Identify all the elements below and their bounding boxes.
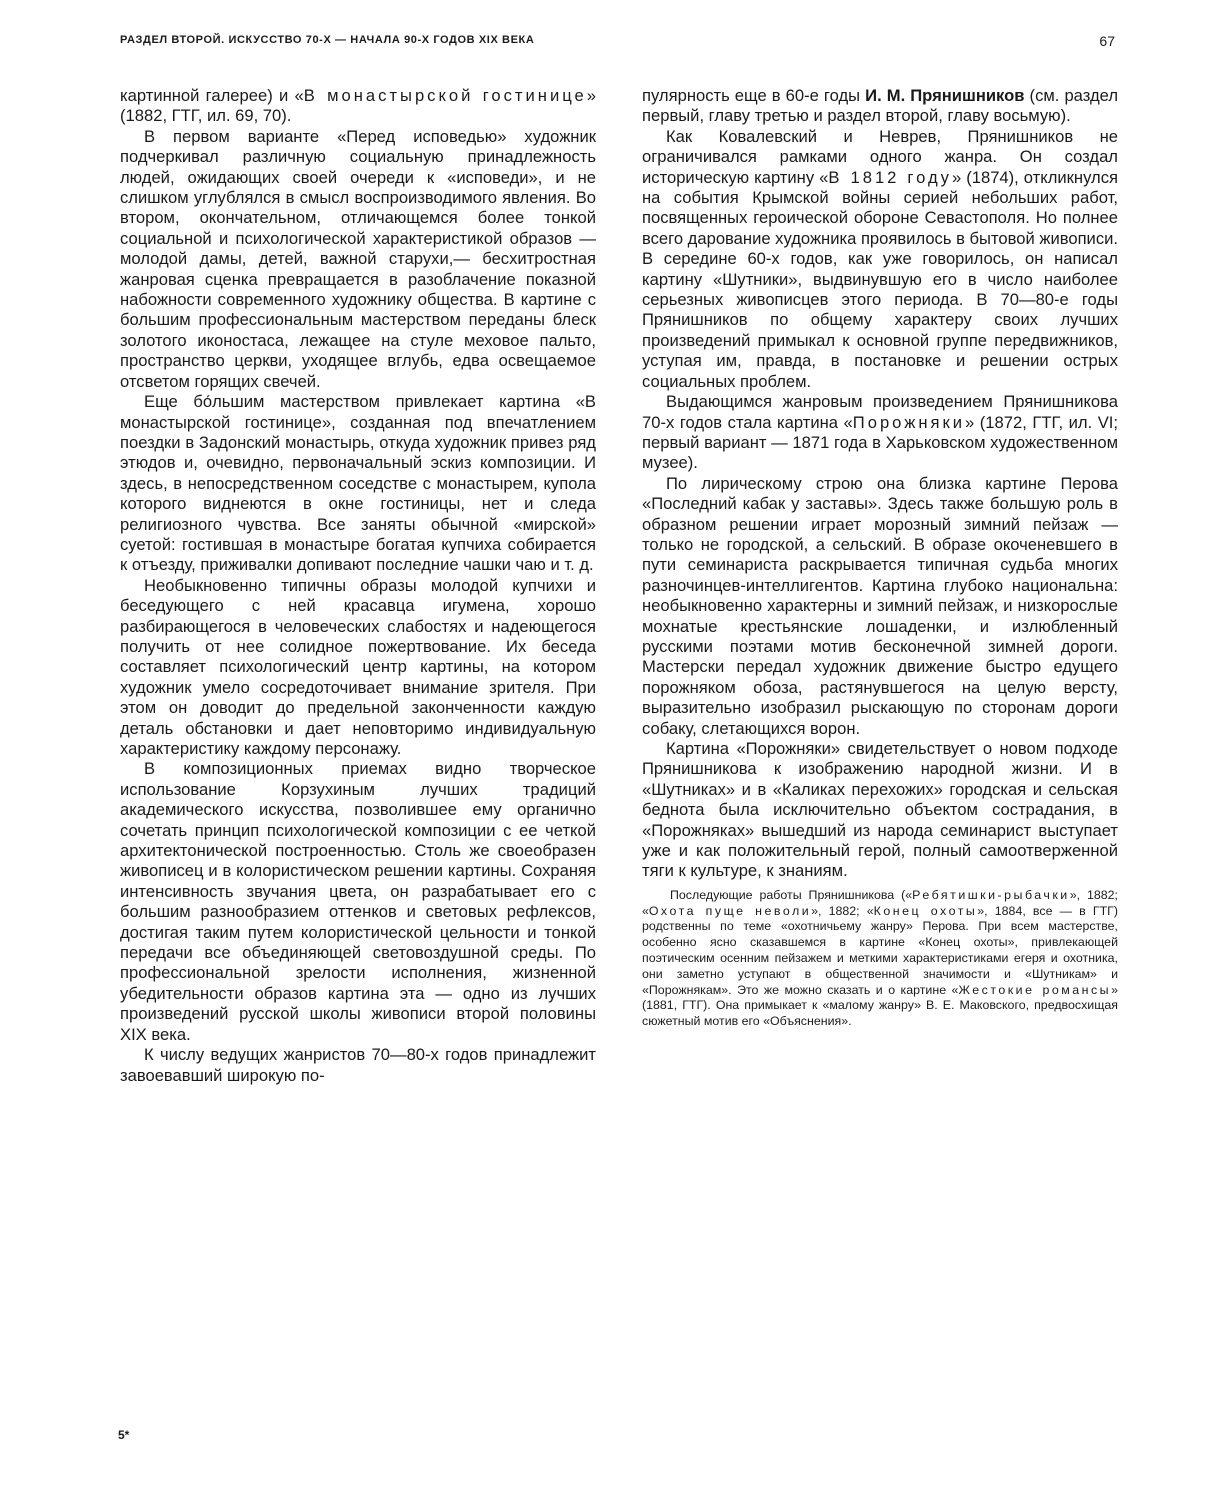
paragraph: картинной галерее) и «В монастырской гостинице» (1882, ГТГ, ил. 69, 70). — [120, 86, 596, 126]
page-number: 67 — [1099, 33, 1115, 49]
paragraph: По лирическому строю она близка картине Перова «Последний кабак у заставы». Здесь также большую роль в образном решении играет морозный зимний пейзаж — только не городской, а сельский. В образе окоченевшего в пути семинариста раскрывается типичная судьба многих разночинцев-интеллигентов. Картина глубоко национальна: необыкновенно характерны и зимний пейзаж, и низкорослые мохнатые крестьянские лошаденки, и излюбленный русскими поэтами мотив бесконечной зимней дороги. Мастерски передал художник движение быстро едущего порожняком обоза, растянувшегося на целую версту, выразительно изобразил рыскающую по сторонам дороги собаку, слетающихся ворон. — [642, 473, 1118, 738]
paragraph: Выдающимся жанровым произведением Прянишникова 70-х годов стала картина «Порожняки» (1872, ГТГ, ил. VI; первый вариант — 1871 года в Харьковском художественном музее). — [642, 392, 1119, 473]
signature-mark: 5* — [118, 1428, 130, 1442]
running-head: РАЗДЕЛ ВТОРОЙ. ИСКУССТВО 70-Х — НАЧАЛА 90-Х ГОДОВ XIX ВЕКА — [120, 34, 535, 46]
paragraph: Как Ковалевский и Неврев, Прянишников не ограничивался рамками одного жанра. Он создал историческую картину «В 1812 году» (1874), откликнулся на события Крымской войны серией небольших работ, посвященных героической обороне Севастополя. Но полнее всего дарование художника проявилось в бытовой живописи. В середине 60-х годов, как уже говорилось, он написал картину «Шутники», выдвинувшую его в число наиболее серьезных живописцев этого периода. В 70—80-е годы Прянишников по общему характеру своих лучших произведений примыкал к основной группе передвижников, уступая им, правда, в постановке и решении острых социальных проблем. — [642, 126, 1119, 391]
artwork-title: Порожняки — [852, 412, 966, 432]
artwork-title: В 1812 году — [828, 167, 952, 187]
paragraph: В композиционных приемах видно творческое использование Корзухиным лучших традиций академического искусства, позволившее ему органично сочетать принцип психологической композиции с ее четкой архитектонической построенностью. Столь же своеобразен живописец и в колористическом решении картины. Сохраняя интенсивность звучания цвета, он разрабатывает его с большим разнообразием оттенков и световых рефлексов, достигая таким путем колористической цельности и тонкой передачи все объединяющей световоздушной среды. По профессиональной зрелости исполнения, жизненной убедительности образов картина эта — одно из лучших произведений русской школы живописи второй половины XIX века. — [120, 759, 596, 1044]
left-column — [120, 86, 596, 1086]
artwork-title: В монастырской гостинице — [303, 86, 587, 105]
footnote: Последующие работы Прянишникова («Ребятишки-рыбачки», 1882; «Охота пуще неволи», 1882; «Конец охоты», 1884, все — в ГТГ) родственны по теме «охотничьему жанру» Перова. При всем мастерстве, особенно ясно сказавшемся в картине «Конец охоты», привлекающей поэтическим осенним пейзажем и меткими характеристиками егеря и охотника, они заметно уступают в общественной значимости и «Шутникам» и «Порожнякам». Это же можно сказать и о картине «Жестокие романсы» (1881, ГТГ). Она примыкает к «малому жанру» В. Е. Маковского, предвосхищая сюжетный мотив его «Объяснения». — [642, 887, 1119, 1029]
paragraph: В первом варианте «Перед исповедью» художник подчеркивал различную социальную принадлежность людей, ожидающих своей очереди к «исповеди», и не слишком углублялся в смысл воспроизводимого явления. Во втором, окончательном, отличающемся более тонкой социальной и психологической характеристикой образов — молодой дамы, детей, важной старухи,— бесхитростная жанровая сценка превращается в разоблачение показной набожности современного художнику общества. В картине с большим профессиональным мастерством переданы блеск золотого иконостаса, лежащее на стуле меховое пальто, пространство церкви, уходящее вглубь, едва освещаемое отсветом горящих свечей. — [120, 126, 596, 391]
paragraph: К числу ведущих жанристов 70—80-х годов принадлежит завоевавший широкую по- — [120, 1045, 596, 1085]
paragraph: Еще бо́льшим мастерством привлекает картина «В монастырской гостинице», созданная под впечатлением поездки в Задонский монастырь, откуда художник привез ряд этюдов и, очевидно, первоначальный эскиз композиции. И здесь, в непосредственном соседстве с монастырем, купола которого виднеются в окне гостиницы, нет и следа религиозного чувства. Все заняты обычной «мирской» суетой: гостившая в монастыре богатая купчиха собирается к отъезду, приживалки допивают последние чашки чаю и т. д. — [120, 392, 596, 575]
right-column — [642, 86, 1118, 1030]
paragraph: Картина «Порожняки» свидетельствует о новом подходе Прянишникова к изображению народной жизни. И в «Шутниках» и в «Каликах перехожих» городская и сельская беднота была исключительно объектом сострадания, в «Порожняках» вышедший из народа семинарист выступает уже и как положительный герой, полный самоотверженной тяги к культуре, к знаниям. — [642, 739, 1118, 881]
artist-name: И. М. Прянишников — [865, 86, 1025, 105]
paragraph: пулярность еще в 60-е годы И. М. Прянишников (см. раздел первый, главу третью и раздел второй, главу восьмую). — [642, 86, 1118, 126]
paragraph: Необыкновенно типичны образы молодой купчихи и беседующего с ней красавца игумена, хорошо разбирающегося в человеческих слабостях и надеющегося получить от нее солидное пожертвование. Их беседа составляет психологический центр картины, на котором художник умело сосредоточивает внимание зрителя. При этом он доводит до предельной законченности каждую деталь обстановки и дает неповторимо индивидуальную характеристику каждому персонажу. — [120, 575, 596, 758]
